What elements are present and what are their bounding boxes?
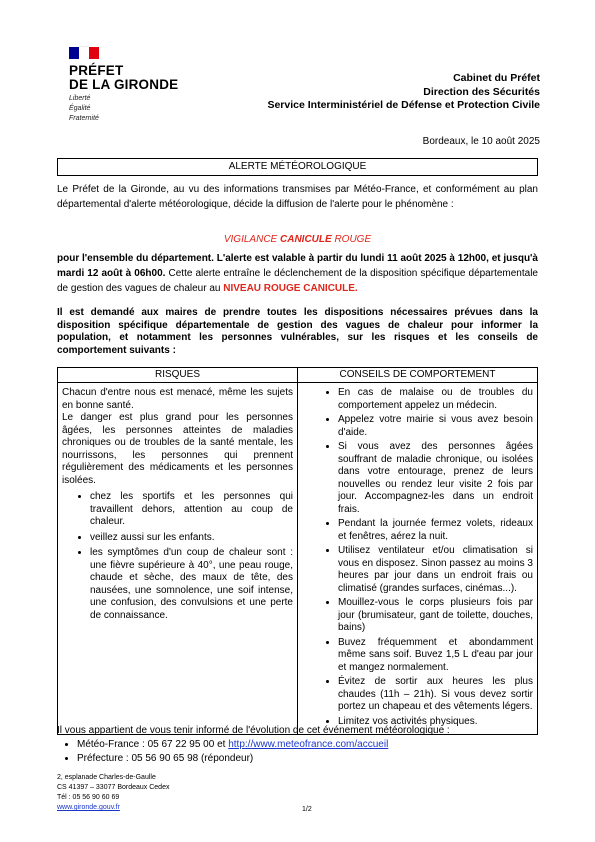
contact-list [57,738,538,766]
prefecture-logo [69,64,178,92]
mayors-instruction: Il est demandé aux maires de prendre toutes les dispositions nécessaires prévues dans la disposition spécifique départementale de gestion des vagues de chaleur pour informer la population, et notamment les personnes vulnérables, sur les risques et les conseils de comportement suivants : [57,307,538,356]
meteofrance-phone: Météo-France : 05 67 22 95 00 et [77,739,229,750]
meteofrance-link[interactable]: http://www.meteofrance.com/accueil [228,739,389,750]
risks-advice-table [57,367,538,735]
office-line2: Direction des Sécurités [423,85,540,98]
address-phone: Tél : 05 56 90 60 69 [57,794,120,801]
document-title: ALERTE MÉTÉOROLOGIQUE [57,158,538,176]
intro-paragraph: Le Préfet de la Gironde, au vu des informations transmises par Météo-France, et conformément au plan départemental d'alerte météorologique, décide la diffusion de l'alerte pour le phénomène : [57,184,538,210]
motto-liberte: Liberté [69,95,91,102]
logo-line1: PRÉFET [69,63,124,78]
office-header [267,72,540,113]
list-item: • Évitez de sortir aux heures les plus chaudes (11h – 21h). Si vous devez sortir portez un chapeau et des vêtements légers. [338,676,533,714]
advice-list [302,387,533,728]
marianne-flag-icon [69,46,101,58]
red-level-label: NIVEAU ROUGE CANICULE. [223,283,358,294]
motto-fraternite: Fraternité [69,115,99,122]
validity-text: Cette alerte entraîne le déclenchement de la disposition spécifique départementale de gestion des vagues de chaleur au [57,268,538,294]
address-line: CS 41397 – 33077 Bordeaux Cedex [57,784,170,791]
prefecture-address [57,773,169,813]
list-item: • Préfecture : 05 56 90 65 98 (répondeur) [77,752,538,766]
col-header-risks: RISQUES [58,368,298,383]
list-item: • Pendant la journée fermez volets, rideaux et fenêtres, aérez la nuit. [338,518,533,543]
risks-paragraph-1: Chacun d'entre nous est menacé, même les sujets en bonne santé. [62,387,293,411]
risk-list [62,491,293,622]
list-item [77,738,538,752]
motto-egalite: Égalité [69,105,91,112]
contact-section [57,724,538,766]
col-header-advice: CONSEILS DE COMPORTEMENT [298,368,538,383]
list-item: • les symptômes d'un coup de chaleur sont : une fièvre supérieure à 40°, une peau rouge, chaude et sèche, des maux de tête, des nausées, une somnolence, une soif intense, une confusion, des convulsions et une perte de connaissance. [90,547,293,622]
list-item: • veillez aussi sur les enfants. [90,532,293,545]
contact-intro: Il vous appartient de vous tenir informé de l'évolution de cet événement météorologique : [57,725,450,736]
vigilance-color: ROUGE [331,234,372,245]
document-date: Bordeaux, le 10 août 2025 [422,136,540,147]
list-item: • Buvez fréquemment et abondamment même sans soif. Buvez 1,5 L d'eau par jour et mangez normalement. [338,637,533,675]
office-line3: Service Interministériel de Défense et Protection Civile [267,99,540,111]
validity-period: pour l'ensemble du département. L'alerte est valable à partir du lundi 11 août 2025 à 12h00, et jusqu'à mardi 12 août à 06h00. [57,253,538,279]
list-item: • Si vous avez des personnes âgées souffrant de maladie chronique, ou isolées dans votre entourage, prenez de leurs nouvelles ou rendez leur visite 2 fois par jour. Accompagnez-les dans un endroit frais. [338,441,533,516]
advice-cell [298,383,538,735]
validity-paragraph [57,251,538,296]
risks-cell [58,383,298,735]
list-item: • Mouillez-vous le corps plusieurs fois par jour (brumisateur, gant de toilette, douches, bains) [338,597,533,635]
office-line1: Cabinet du Préfet [453,72,540,84]
page-number: 1/2 [302,806,312,813]
vigilance-phenomenon: CANICULE [280,234,332,245]
republic-motto [69,94,99,124]
list-item: • En cas de malaise ou de troubles du comportement appelez un médecin. [338,387,533,412]
vigilance-word: VIGILANCE [223,234,280,245]
logo-line2: DE LA GIRONDE [69,77,179,92]
address-line: 2, esplanade Charles-de-Gaulle [57,774,156,781]
risks-paragraph-2: Le danger est plus grand pour les personnes âgées, les personnes atteintes de maladies chroniques ou de troubles de la santé mentale, les nourrissons, les personnes qui prennent régulièrement des médicaments et les personnes isolées. [62,412,293,486]
vigilance-level [57,234,538,245]
list-item: • Utilisez ventilateur et/ou climatisation si vous en disposez. Sinon passez au moins 3 heures par jour dans un endroit frais ou climatisé (grandes surfaces, cinémas...). [338,545,533,595]
list-item: • Limitez vos activités physiques. [338,716,533,729]
list-item: • Appelez votre mairie si vous avez besoin d'aide. [338,414,533,439]
website-link[interactable]: www.gironde.gouv.fr [57,804,120,811]
list-item: • chez les sportifs et les personnes qui travaillent dehors, attention au coup de chaleur. [90,491,293,529]
